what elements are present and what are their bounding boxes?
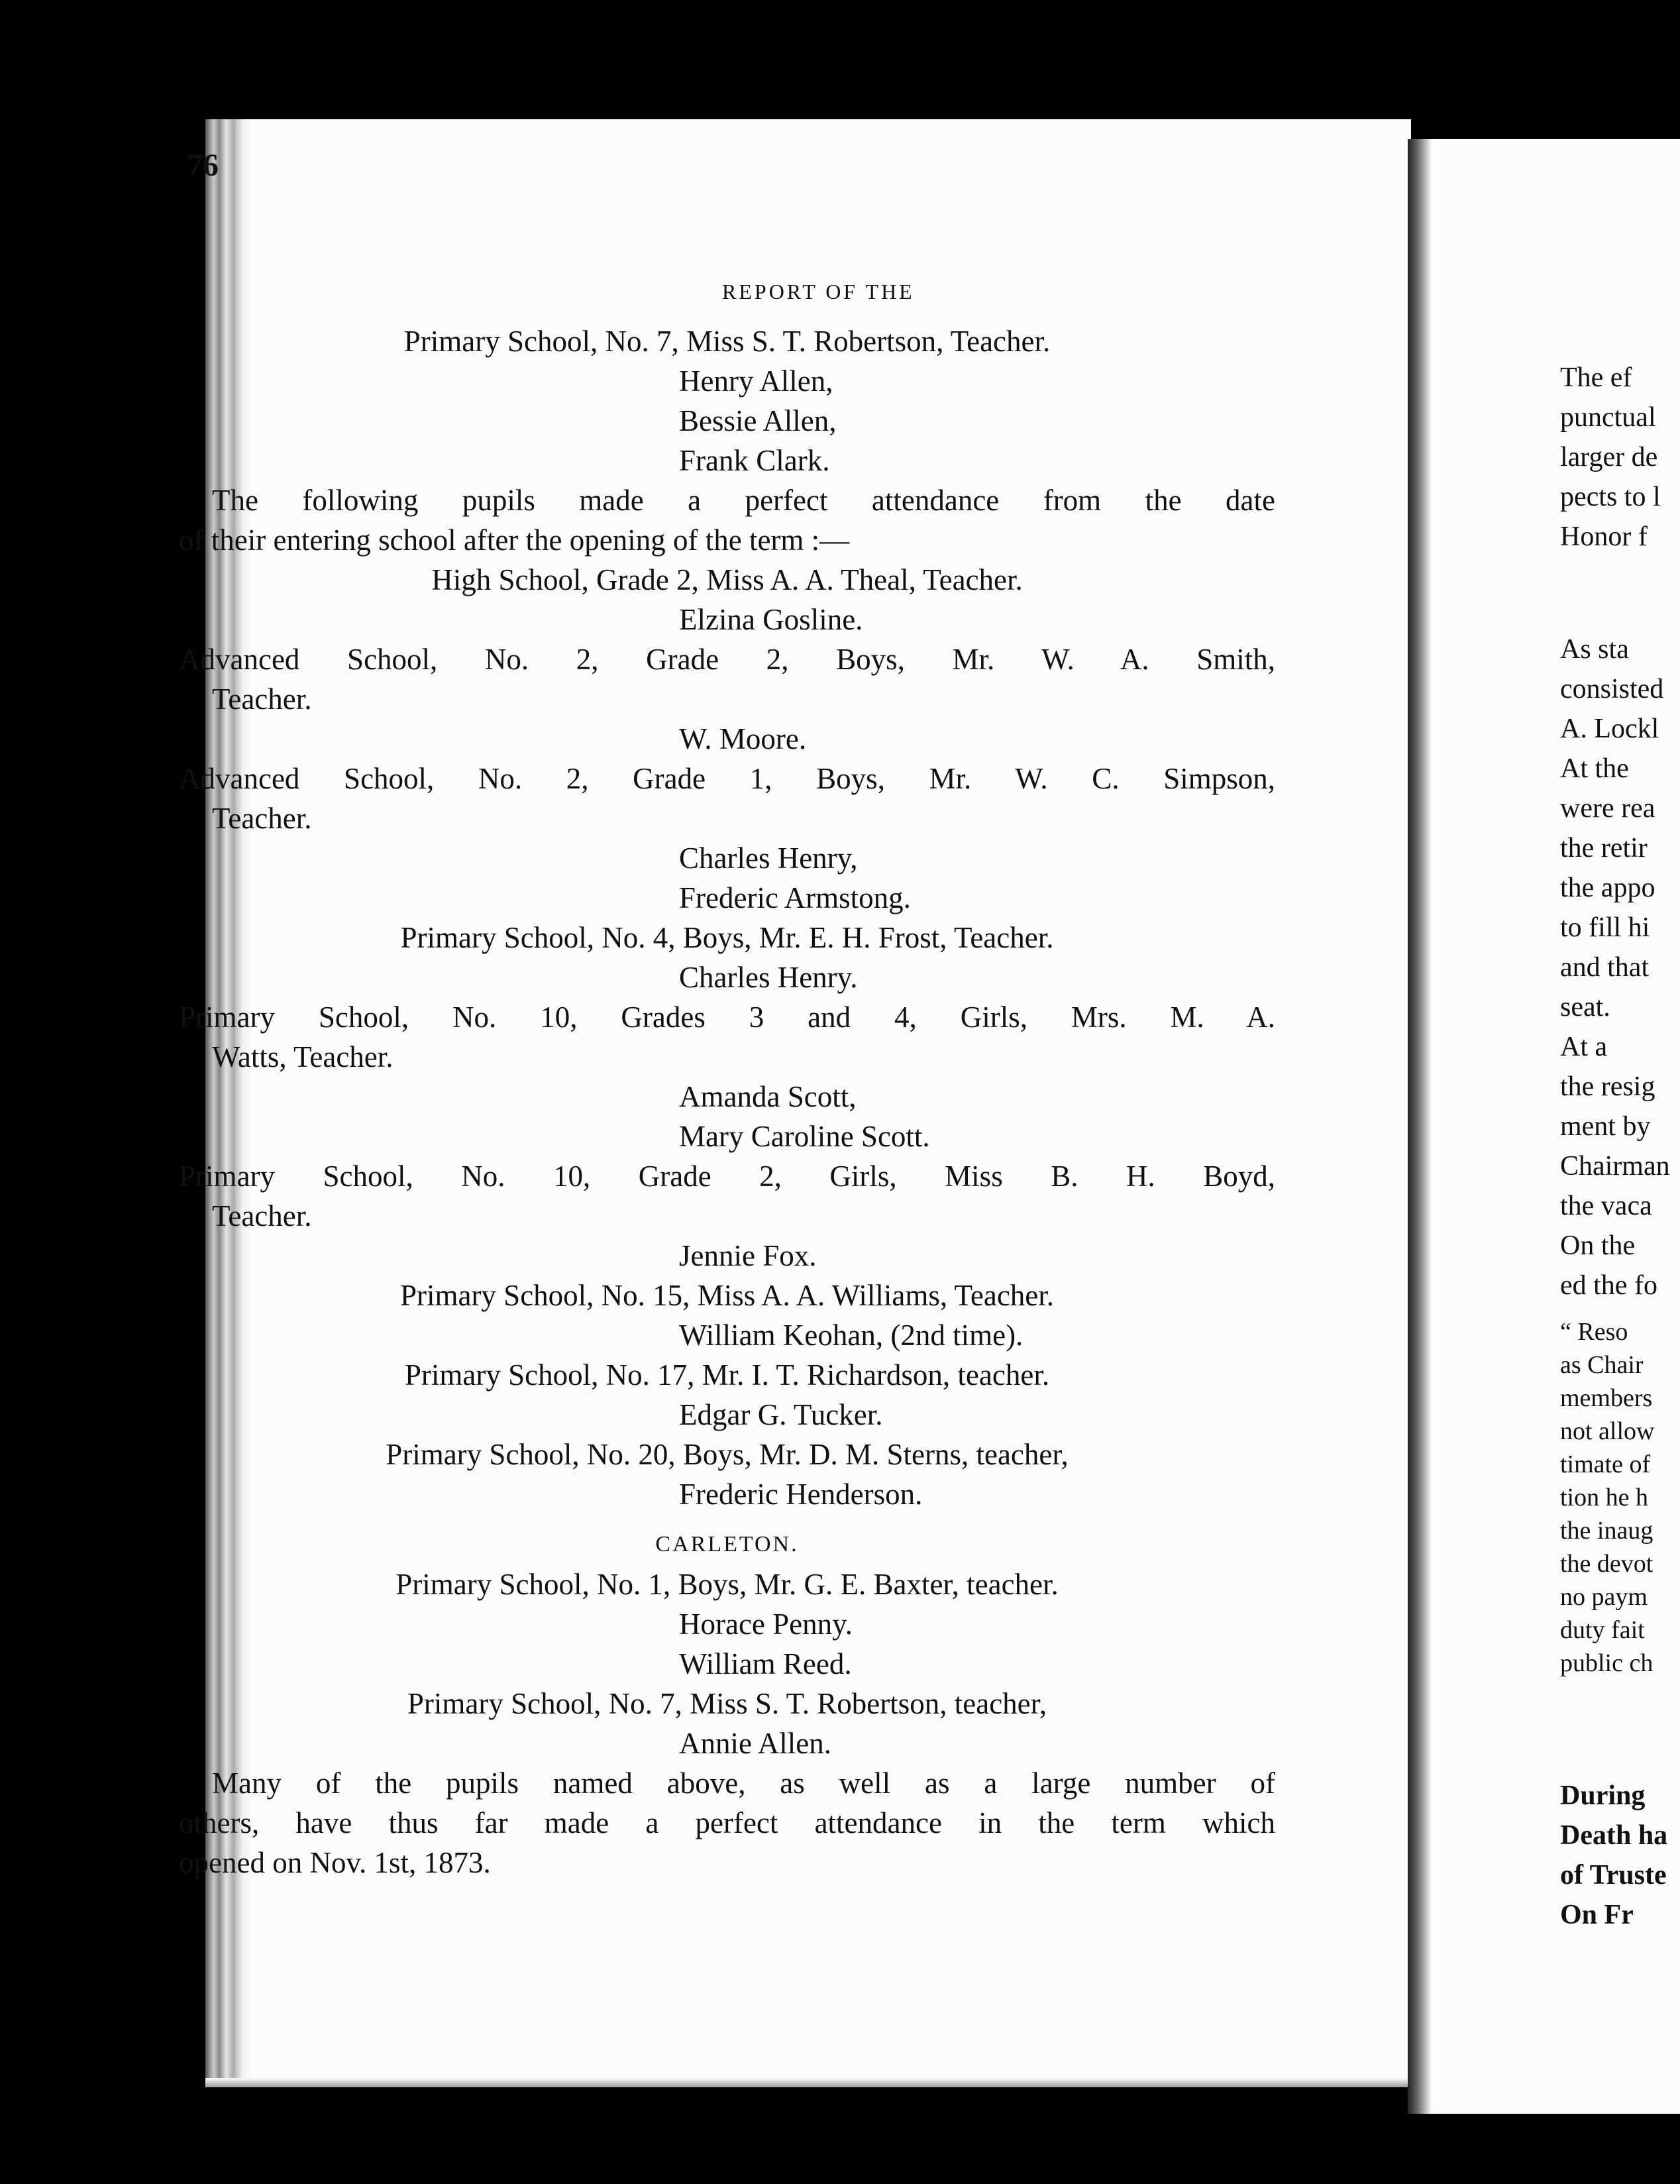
right-text-line: larger de — [1560, 442, 1658, 472]
right-text-line: public ch — [1560, 1649, 1654, 1677]
paragraph-line: The following pupils made a perfect attendance from the date — [212, 484, 1275, 517]
right-text-line: duty fait — [1560, 1616, 1645, 1644]
school-heading-cont: Teacher. — [212, 1199, 312, 1232]
paragraph-line: opened on Nov. 1st, 1873. — [179, 1846, 491, 1879]
pupil-name: Frederic Armstong. — [679, 881, 911, 914]
right-text-line: At a — [1560, 1032, 1608, 1062]
school-heading: Primary School, No. 4, Boys, Mr. E. H. Frost, Teacher. — [400, 921, 1054, 954]
pupil-name: Jennie Fox. — [679, 1239, 817, 1272]
school-heading-cont: Teacher. — [212, 682, 312, 716]
pupil-name: Elzina Gosline. — [679, 603, 863, 636]
pupil-name: Frederic Henderson. — [679, 1478, 923, 1511]
right-text-line: seat. — [1560, 992, 1610, 1022]
school-heading: Primary School, No. 20, Boys, Mr. D. M. Sterns, teacher, — [386, 1438, 1069, 1471]
school-heading: Primary School, No. 7, Miss S. T. Robertson, Teacher. — [403, 325, 1051, 358]
pupil-name: Frank Clark. — [679, 444, 830, 477]
left-page-text — [179, 321, 1275, 1883]
right-text-line: were rea — [1560, 793, 1655, 824]
right-text-line: “ Reso — [1560, 1318, 1628, 1346]
right-text-line: ed the fo — [1560, 1270, 1657, 1301]
right-text-line: Death ha — [1560, 1820, 1668, 1851]
page-gutter — [1408, 139, 1432, 2114]
right-text-line: Honor f — [1560, 521, 1648, 552]
school-heading: Advanced School, No. 2, Grade 2, Boys, Mr. W. A. Smith, — [179, 643, 1275, 676]
paragraph-line: Many of the pupils named above, as well as a large number of — [212, 1767, 1275, 1800]
right-text-line: the resig — [1560, 1071, 1655, 1102]
right-text-line: as Chair — [1560, 1351, 1644, 1379]
right-text-line: On the — [1560, 1230, 1636, 1261]
pupil-name: W. Moore. — [679, 722, 807, 755]
pupil-name: Henry Allen, — [679, 364, 833, 398]
right-text-line: the inaug — [1560, 1517, 1654, 1545]
pupil-name: Amanda Scott, — [679, 1080, 857, 1113]
pupil-name: Annie Allen. — [679, 1727, 831, 1760]
right-text-line: to fill hi — [1560, 912, 1650, 943]
right-text-line: ment by — [1560, 1111, 1651, 1142]
right-text-line: The ef — [1560, 362, 1632, 393]
school-heading: Primary School, No. 10, Grades 3 and 4, Girls, Mrs. M. A. — [179, 1001, 1275, 1034]
right-text-line: As sta — [1560, 634, 1629, 665]
right-text-line: the retir — [1560, 833, 1648, 863]
right-text-line: punctual — [1560, 402, 1656, 433]
pupil-name: Mary Caroline Scott. — [679, 1120, 930, 1153]
right-text-line: not allow — [1560, 1417, 1655, 1445]
pupil-name: Edgar G. Tucker. — [679, 1398, 883, 1431]
right-text-line: no paym — [1560, 1583, 1648, 1611]
pupil-name: Charles Henry. — [679, 961, 858, 994]
page-bottom-edge — [205, 2078, 1411, 2087]
pupil-name: William Keohan, (2nd time). — [679, 1319, 1024, 1352]
pupil-name: William Reed. — [679, 1647, 852, 1680]
pupil-name: Horace Penny. — [679, 1608, 853, 1641]
school-heading: Primary School, No. 15, Miss A. A. Williams, Teacher. — [399, 1279, 1055, 1312]
paragraph-line: others, have thus far made a perfect attendance in the term which — [179, 1806, 1275, 1839]
right-text-line: the vaca — [1560, 1191, 1652, 1221]
school-heading-cont: Teacher. — [212, 802, 312, 835]
right-text-line: and that — [1560, 952, 1650, 983]
pupil-name: Charles Henry, — [679, 842, 858, 875]
right-text-line: On Fr — [1560, 1900, 1634, 1930]
pupil-name: Bessie Allen, — [679, 404, 837, 437]
right-text-line: consisted — [1560, 674, 1664, 704]
school-heading: Primary School, No. 1, Boys, Mr. G. E. Baxter, teacher. — [395, 1568, 1059, 1601]
right-text-line: the appo — [1560, 873, 1655, 903]
right-text-line: During — [1560, 1780, 1646, 1811]
school-heading: Advanced School, No. 2, Grade 1, Boys, Mr. W. C. Simpson, — [179, 762, 1275, 795]
page-number: 76 — [187, 148, 219, 183]
right-text-line: members — [1560, 1384, 1653, 1412]
right-text-line: pects to l — [1560, 482, 1661, 512]
running-head: REPORT OF THE — [722, 280, 915, 303]
right-text-line: the devot — [1560, 1550, 1654, 1578]
school-heading: Primary School, No. 10, Grade 2, Girls, Miss B. H. Boyd, — [179, 1160, 1275, 1193]
school-heading: Primary School, No. 17, Mr. I. T. Richardson, teacher. — [404, 1358, 1050, 1392]
paragraph-line: of their entering school after the opening of the term :— — [179, 523, 850, 557]
school-heading: High School, Grade 2, Miss A. A. Theal, Teacher. — [431, 563, 1023, 596]
right-text-line: of Truste — [1560, 1860, 1667, 1890]
section-heading: CARLETON. — [655, 1532, 799, 1556]
right-text-line: At the — [1560, 753, 1629, 784]
right-page — [1408, 139, 1680, 2114]
right-text-line: timate of — [1560, 1450, 1651, 1478]
right-text-line: A. Lockl — [1560, 714, 1659, 744]
school-heading: Primary School, No. 7, Miss S. T. Robertson, teacher, — [407, 1687, 1047, 1720]
right-text-line: tion he h — [1560, 1484, 1648, 1511]
school-heading-cont: Watts, Teacher. — [212, 1040, 394, 1073]
right-text-line: Chairman — [1560, 1151, 1670, 1181]
